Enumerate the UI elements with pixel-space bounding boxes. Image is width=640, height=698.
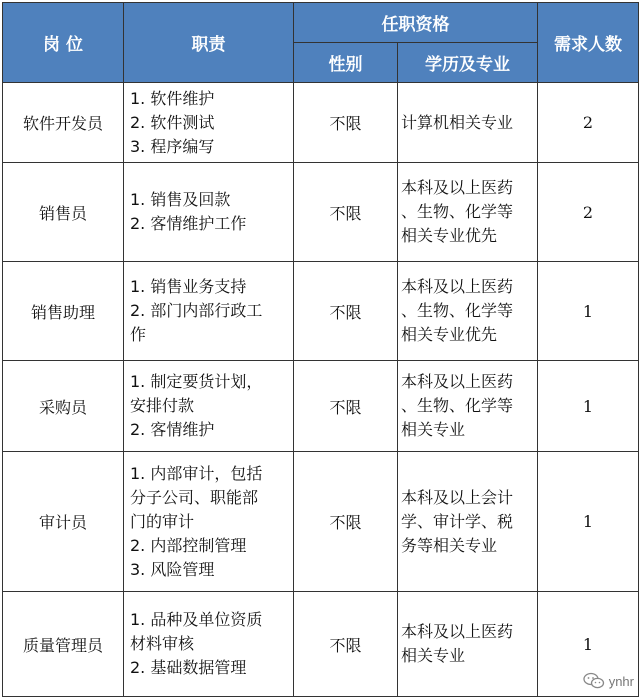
duty-line: 2. 内部控制管理 <box>130 535 247 555</box>
duty-line: 材料审核 <box>130 634 195 653</box>
table-row <box>3 452 639 592</box>
cell-position: 销售员 <box>3 163 124 262</box>
duty-line: 1. 品种及单位资质 <box>130 610 263 629</box>
cell-headcount: 1 <box>538 592 639 697</box>
header-education: 学历及专业 <box>398 43 538 83</box>
cell-duties <box>124 163 294 262</box>
cell-education <box>398 452 538 592</box>
education-line: 学、审计学、税 <box>401 511 514 531</box>
cell-education <box>398 262 538 361</box>
cell-gender: 不限 <box>294 592 398 697</box>
job-requirements-table <box>2 2 639 697</box>
cell-duties <box>124 262 294 361</box>
cell-education <box>398 361 538 452</box>
education-line: 相关专业 <box>401 420 466 439</box>
duty-line: 1. 销售及回款 <box>130 190 231 209</box>
cell-duties <box>124 592 294 697</box>
watermark-text: ynhr <box>608 673 634 689</box>
duty-line: 2. 客情维护工作 <box>130 214 247 233</box>
duty-line: 1. 销售业务支持 <box>130 277 247 296</box>
cell-gender: 不限 <box>294 262 398 361</box>
education-line: 、生物、化学等 <box>401 301 514 320</box>
education-line: 务等相关专业 <box>401 535 498 555</box>
cell-headcount: 1 <box>538 262 639 361</box>
duty-line: 1. 制定要货计划， <box>130 372 263 391</box>
education-line: 计算机相关专业 <box>401 112 514 132</box>
table-row <box>3 361 639 452</box>
duty-line: 1. 内部审计，包括 <box>130 463 263 483</box>
education-line: 、生物、化学等 <box>401 396 514 415</box>
cell-education <box>398 592 538 697</box>
duty-line: 3. 风险管理 <box>130 559 215 579</box>
cell-gender: 不限 <box>294 361 398 452</box>
table-row <box>3 83 639 163</box>
cell-gender: 不限 <box>294 163 398 262</box>
duty-line: 2. 软件测试 <box>130 112 215 132</box>
education-line: 本科及以上医药 <box>401 372 514 391</box>
cell-gender: 不限 <box>294 452 398 592</box>
table-row <box>3 163 639 262</box>
duty-line: 分子公司、职能部 <box>130 487 259 507</box>
table-body <box>3 83 639 697</box>
cell-position: 软件开发员 <box>3 83 124 163</box>
table-row <box>3 262 639 361</box>
cell-position: 销售助理 <box>3 262 124 361</box>
cell-headcount: 1 <box>538 452 639 592</box>
duty-line: 2. 客情维护 <box>130 420 215 439</box>
header-position: 岗 位 <box>3 3 124 83</box>
cell-education <box>398 83 538 163</box>
cell-position: 采购员 <box>3 361 124 452</box>
duty-line: 2. 基础数据管理 <box>130 658 247 677</box>
duty-line: 门的审计 <box>130 511 195 531</box>
cell-duties <box>124 83 294 163</box>
duty-line: 1. 软件维护 <box>130 88 215 108</box>
wechat-icon <box>583 672 605 690</box>
header-gender: 性别 <box>294 43 398 83</box>
cell-duties <box>124 452 294 592</box>
cell-position: 质量管理员 <box>3 592 124 697</box>
table-row <box>3 592 639 697</box>
cell-education <box>398 163 538 262</box>
duty-line: 2. 部门内部行政工 <box>130 301 263 320</box>
cell-position: 审计员 <box>3 452 124 592</box>
duty-line: 作 <box>130 325 147 344</box>
education-line: 本科及以上医药 <box>401 622 514 641</box>
education-line: 本科及以上医药 <box>401 178 514 197</box>
education-line: 、生物、化学等 <box>401 202 514 221</box>
header-headcount: 需求人数 <box>538 3 639 83</box>
header-qualifications: 任职资格 <box>294 3 538 43</box>
watermark <box>583 672 634 690</box>
cell-headcount: 2 <box>538 163 639 262</box>
cell-headcount: 2 <box>538 83 639 163</box>
cell-gender: 不限 <box>294 83 398 163</box>
education-line: 本科及以上会计 <box>401 487 514 507</box>
cell-duties <box>124 361 294 452</box>
education-line: 本科及以上医药 <box>401 277 514 296</box>
education-line: 相关专业优先 <box>401 226 498 245</box>
education-line: 相关专业优先 <box>401 325 498 344</box>
duty-line: 安排付款 <box>130 396 195 415</box>
duty-line: 3. 程序编写 <box>130 136 215 156</box>
cell-headcount: 1 <box>538 361 639 452</box>
education-line: 相关专业 <box>401 646 466 665</box>
header-duties: 职责 <box>124 3 294 83</box>
